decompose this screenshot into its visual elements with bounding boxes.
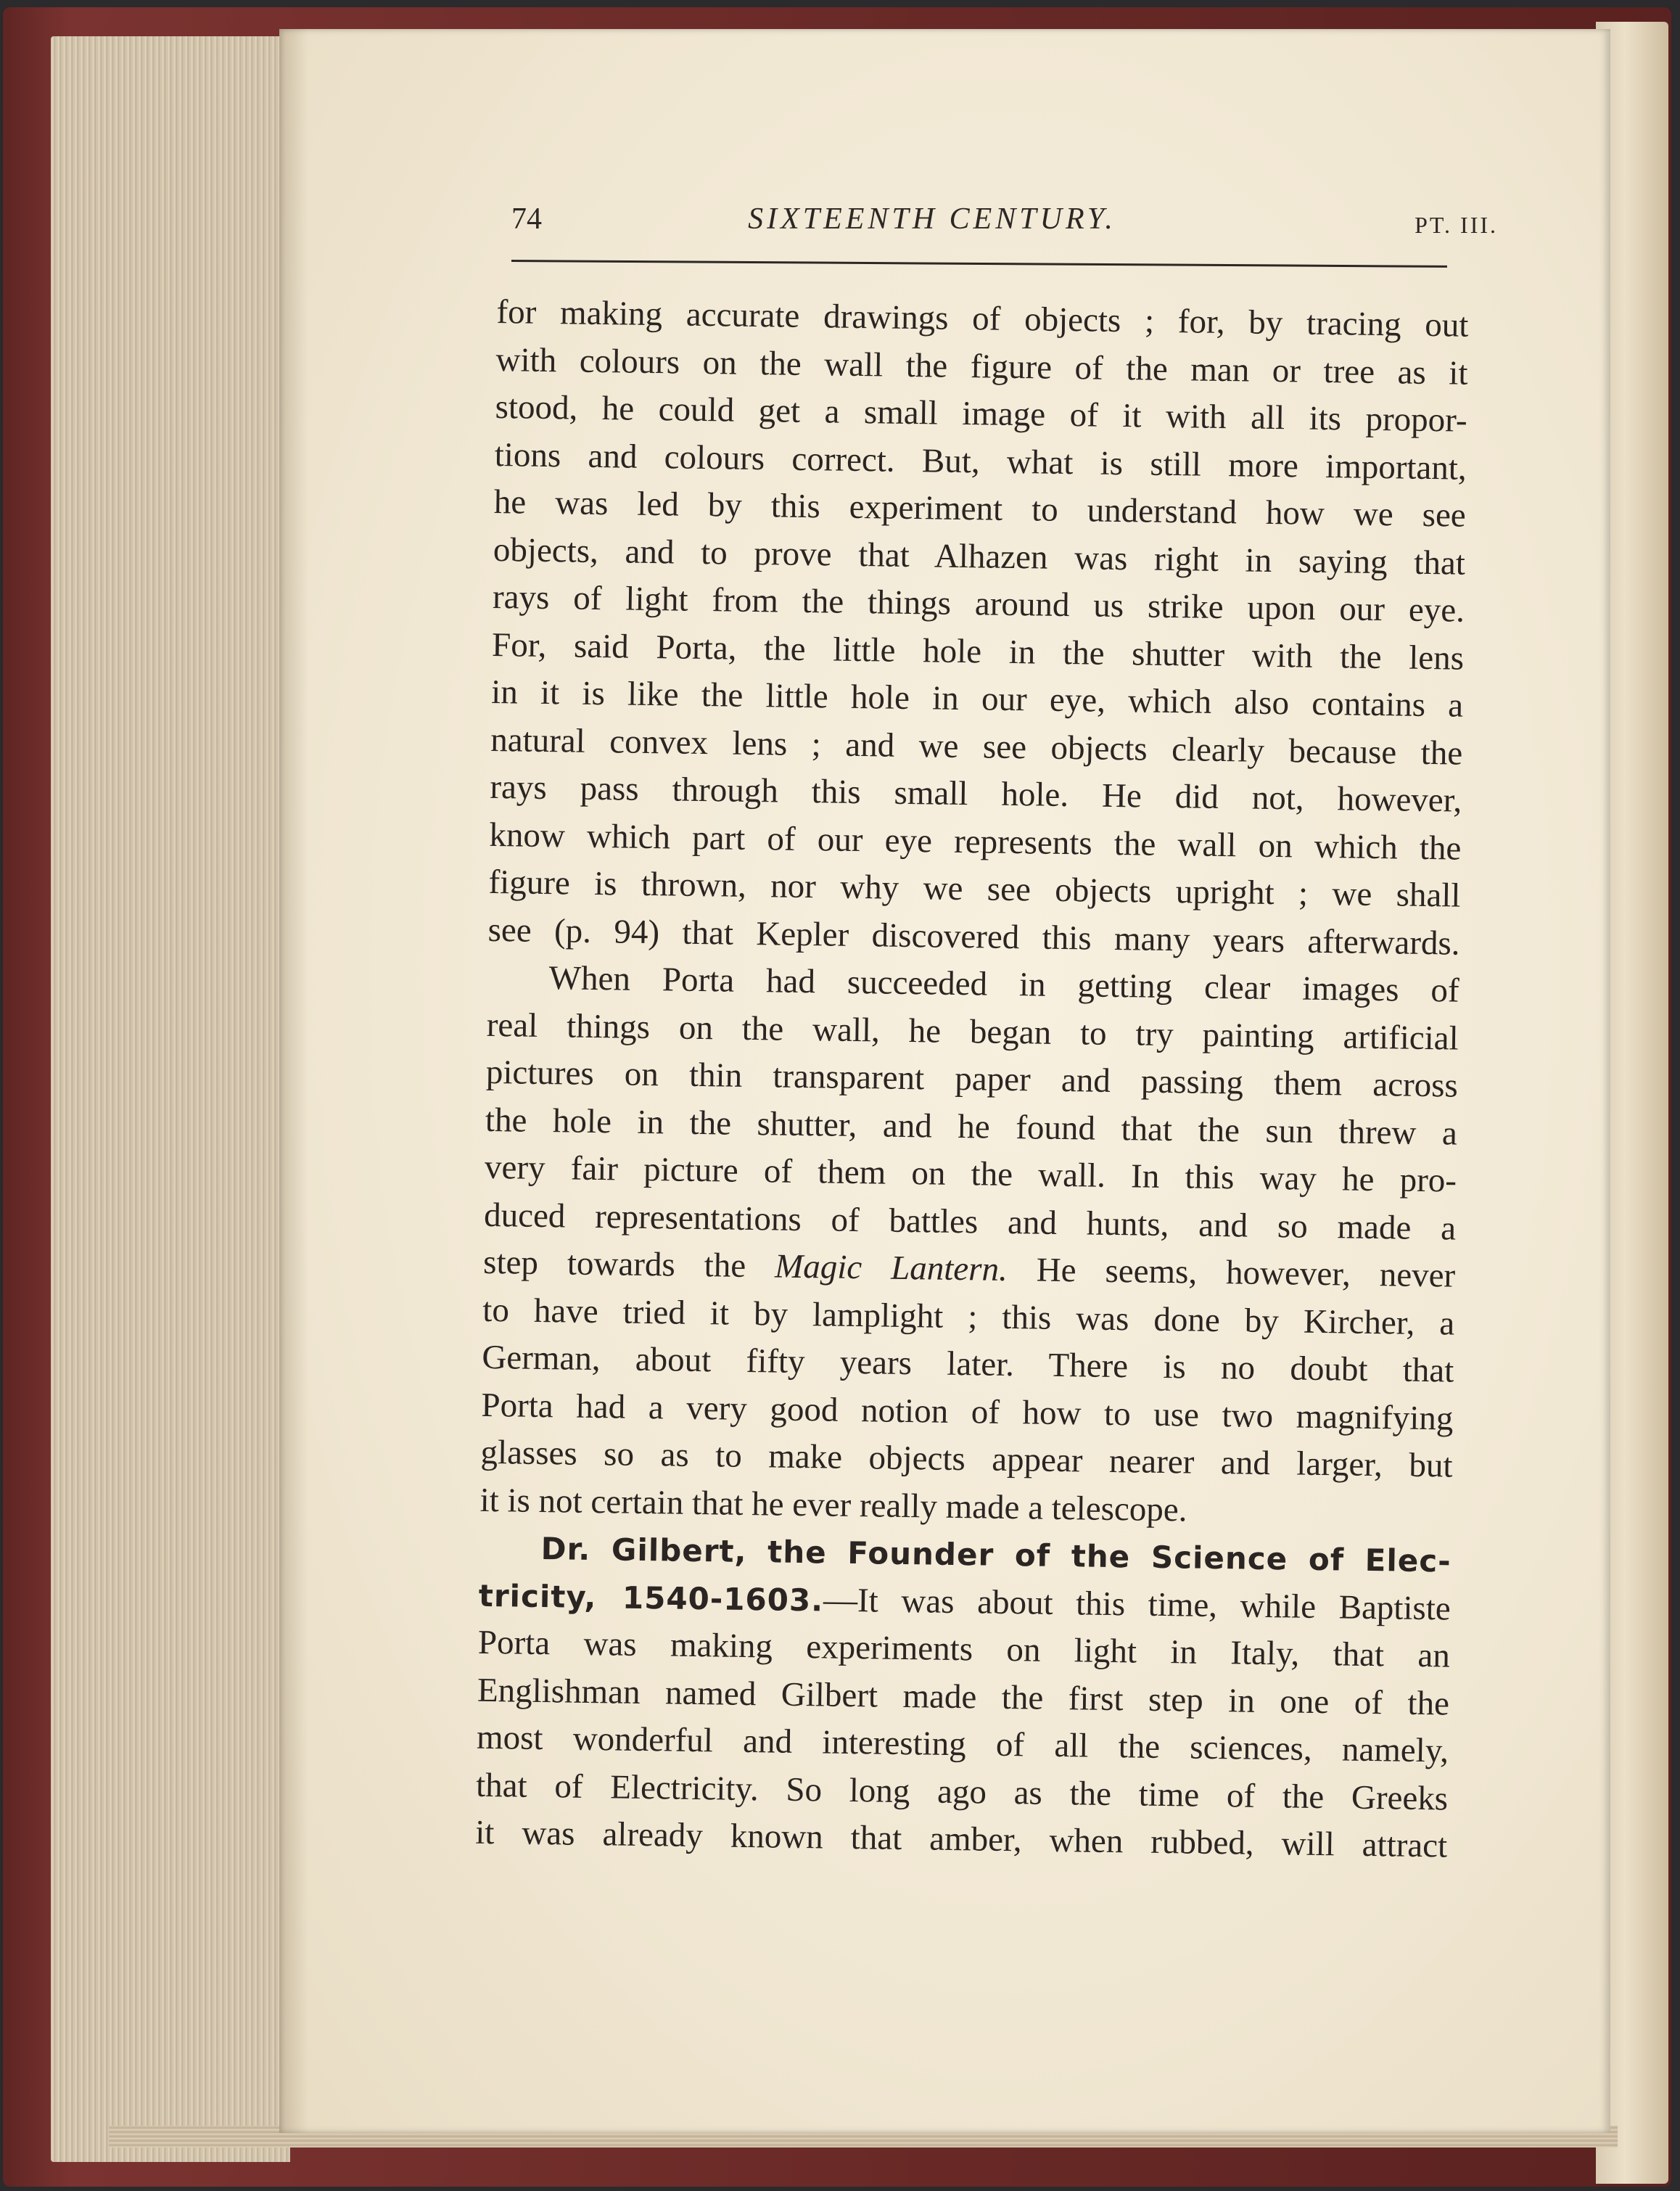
text-fragment: —It was about this time, while Baptiste (823, 1580, 1452, 1628)
text-line: rays pass through this small hole. He did not, however, (490, 768, 1462, 820)
paragraph-start-line: When Porta had succeeded in getting clear images of (548, 959, 1459, 1010)
text-fragment: step towards the (482, 1243, 746, 1285)
text-line: German, about fifty years later. There is no doubt that (482, 1338, 1454, 1390)
text-line: objects, and to prove that Alhazen was right in saying that (493, 530, 1466, 583)
text-line: see (p. 94) that Kepler discovered this many years afterwards. (487, 910, 1460, 963)
text-line: in it is like the little hole in our eye, which also contains a (490, 673, 1464, 725)
text-line: to have tried it by lamplight ; this was done by Kircher, a (482, 1291, 1455, 1343)
text-line: Porta had a very good notion of how to use two magnifying (481, 1386, 1454, 1438)
text-line: glasses so as to make objects appear nearer and larger, but (480, 1433, 1453, 1485)
text-line: tions and colours correct. But, what is still more important, (494, 435, 1467, 488)
text-line: duced representations of battles and hunts, and so made a (483, 1196, 1457, 1248)
text-line: he was led by this experiment to understand how we see (493, 482, 1467, 535)
text-line: figure is thrown, nor why we see objects upright ; we shall (488, 863, 1461, 915)
text-line: For, said Porta, the little hole in the shutter with the lens (491, 625, 1465, 678)
text-line: the hole in the shutter, and he found that the sun threw a (485, 1101, 1458, 1153)
text-line: rays of light from the things around us strike upon our eye. (492, 577, 1465, 630)
body-text (475, 289, 1469, 1870)
section-heading-dates: tricity, 1540-1603. (478, 1577, 824, 1618)
left-page-stack (51, 36, 290, 2162)
section-heading: Dr. Gilbert, the Founder of the Science of Elec- (540, 1531, 1452, 1579)
text-line: stood, he could get a small image of it with all its propor- (495, 387, 1467, 440)
text-line: Porta was making experiments on light in Italy, that an (477, 1623, 1451, 1675)
text-line: Englishman named Gilbert made the first step in one of the (477, 1671, 1450, 1723)
text-line: very fair picture of them on the wall. In this way he pro- (484, 1148, 1457, 1200)
running-head (511, 196, 1498, 254)
gutter-shadow (279, 29, 308, 2133)
text-line: real things on the wall, he began to try painting artificial (486, 1006, 1459, 1058)
magic-lantern-italic: Magic Lantern. (774, 1247, 1008, 1288)
text-line: natural convex lens ; and we see objects clearly because the (490, 720, 1463, 773)
page-number: 74 (511, 202, 542, 236)
part-label: PT. III. (1415, 212, 1498, 238)
text-line: it was already known that amber, when rubbed, will attract (474, 1813, 1448, 1865)
text-fragment: He seems, however, never (1036, 1251, 1456, 1295)
running-title: SIXTEENTH CENTURY. (748, 202, 1116, 236)
text-line: most wonderful and interesting of all the sciences, namely, (476, 1718, 1449, 1770)
text-line: for making accurate drawings of objects ; for, by tracing out (496, 292, 1469, 345)
text-line: pictures on thin transparent paper and passing them across (485, 1053, 1459, 1105)
text-line: it is not certain that he ever really made a telescope. (479, 1481, 1187, 1529)
text-line: know which part of our eye represents the wall on which the (489, 815, 1462, 868)
text-line: with colours on the wall the figure of the man or tree as it (495, 340, 1468, 392)
text-line: that of Electricity. So long ago as the time of the Greeks (475, 1766, 1449, 1818)
